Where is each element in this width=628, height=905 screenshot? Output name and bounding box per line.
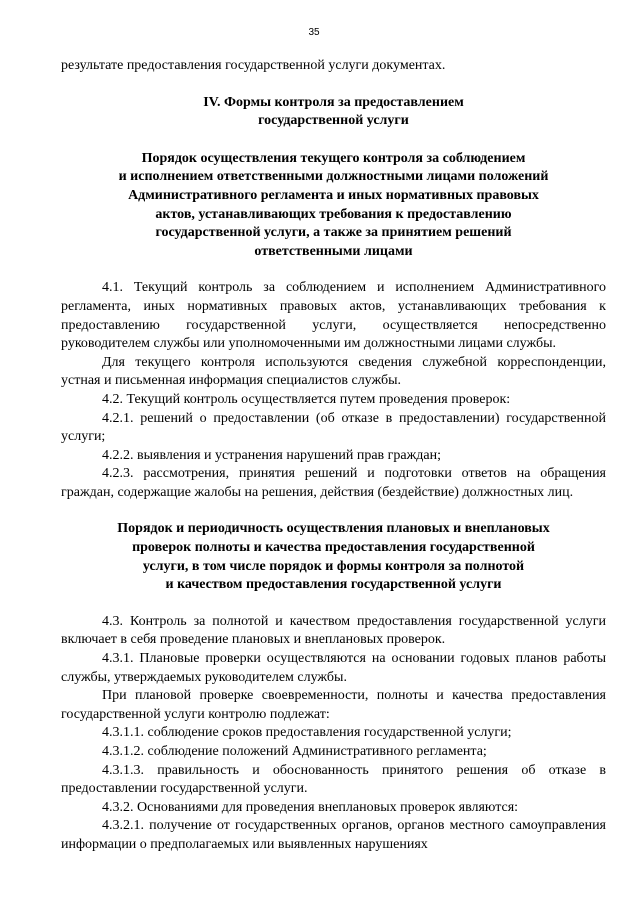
subsection-title (61, 150, 606, 262)
paragraph: 4.3.1.2. соблюдение положений Административного регламента; (102, 744, 487, 759)
page-number: 35 (308, 27, 320, 38)
subsection-title-line: и исполнением ответственными должностными лицами положений (118, 169, 549, 185)
paragraph: 4.2.3. рассмотрения, принятия решений и подготовки ответов на обращения граждан, содержащие жалобы на решения, действия (бездействие) должностных лиц. (61, 466, 606, 500)
paragraph: 4.2. Текущий контроль осуществляется путем проведения проверок: (102, 391, 511, 407)
subsection-title-line: Административного регламента и иных нормативных правовых (128, 187, 539, 203)
subsection-title-line: Порядок и периодичность осуществления плановых и внеплановых (117, 521, 550, 537)
paragraph: 4.2.1. решений о предоставлении (об отказе в предоставлении) государственной услуги; (61, 410, 606, 445)
paragraph: Для текущего контроля используются сведения служебной корреспонденции, устная и письменная информация специалистов службы. (61, 354, 606, 389)
subsection-title-line: проверок полноты и качества предоставления государственной (132, 540, 535, 556)
subsection-title-line: услуги, в том числе порядок и формы контроля за полнотой (142, 558, 525, 574)
continuation-text: результате предоставления государственной услуги документах. (61, 58, 446, 73)
subsection-title-line: и качеством предоставления государственной услуги (165, 577, 502, 593)
subsection-title-line: актов, устанавливающих требования к предоставлению (155, 206, 512, 222)
section-title-line: IV. Формы контроля за предоставлением (203, 94, 464, 110)
paragraph: 4.1. Текущий контроль за соблюдением и исполнением Административного регламента, иных нормативных правовых актов, устанавливающих требования к предоставлению государственной услуги, осуществляется непосредственно руководителем службы или уполномоченными им должностными лицами службы. (61, 280, 606, 352)
paragraph: 4.3.2. Основаниями для проведения внеплановых проверок являются: (102, 799, 519, 815)
subsection-title (61, 520, 606, 594)
document-body (61, 57, 606, 855)
subsection-title-line: Порядок осуществления текущего контроля за соблюдением (141, 150, 526, 166)
paragraph: 4.3.2.1. получение от государственных органов, органов местного самоуправления информации о предполагаемых или выявленных нарушениях (61, 818, 606, 852)
subsection-title-line: государственной услуги, а также за принятием решений (155, 225, 512, 241)
paragraph: 4.3.1.3. правильность и обоснованность принятого решения об отказе в предоставлении государственной услуги. (61, 762, 606, 797)
section-title (61, 94, 606, 131)
paragraph: 4.3.1. Плановые проверки осуществляются на основании годовых планов работы службы, утверждаемых руководителем службы. (61, 651, 606, 685)
paragraph: 4.3. Контроль за полнотой и качеством предоставления государственной услуги включает в себя проведение плановых и внеплановых проверок. (61, 613, 606, 648)
paragraph: 4.3.1.1. соблюдение сроков предоставления государственной услуги; (102, 725, 512, 741)
paragraph: При плановой проверке своевременности, полноты и качества предоставления государственной услуги контролю подлежат: (61, 688, 606, 722)
subsection-title-line: ответственными лицами (254, 243, 413, 259)
section-title-line: государственной услуги (258, 113, 409, 129)
paragraph: 4.2.2. выявления и устранения нарушений прав граждан; (102, 447, 442, 463)
